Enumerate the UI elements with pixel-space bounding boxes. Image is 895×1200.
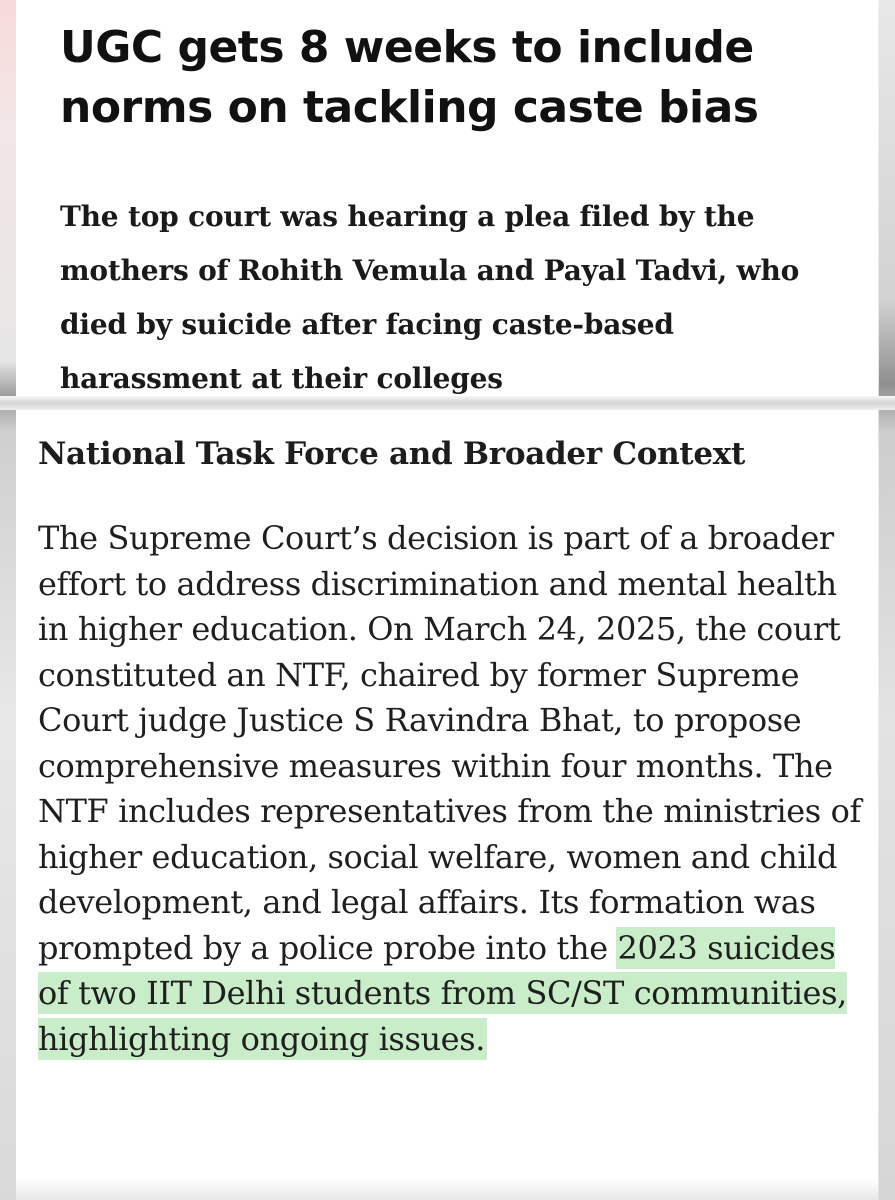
highlighted-text: 2023 suicides of two IIT Delhi students from SC/ST communities, highlighting ongoing issues. [38, 928, 847, 1058]
bottom-fade [16, 1178, 878, 1200]
article-headline: UGC gets 8 weeks to include norms on tackling caste bias [60, 22, 759, 133]
article-section-card [16, 410, 878, 1200]
paragraph-text: The Supreme Court’s decision is part of a broader effort to address discrimination and mental health in higher education. On March 24, 2025, the court constituted an NTF, chaired by former Supreme Court judge Justice S Ravindra Bhat, to propose comprehensive measures within four months. The NTF includes representatives from the ministries of higher education, social welfare, women and child development, and legal affairs. Its formation was prompted by a police probe into the [38, 519, 861, 967]
section-paragraph [38, 516, 868, 1062]
right-edge-strip [879, 0, 895, 1200]
article-header-card [16, 0, 878, 396]
article-standfirst: The top court was hearing a plea filed by the mothers of Rohith Vemula and Payal Tadvi, who died by suicide after facing caste-based harassment at their colleges [60, 200, 800, 395]
section-heading: National Task Force and Broader Context [38, 436, 745, 472]
left-edge-strip [0, 0, 16, 1200]
screenshot-divider [0, 396, 895, 410]
